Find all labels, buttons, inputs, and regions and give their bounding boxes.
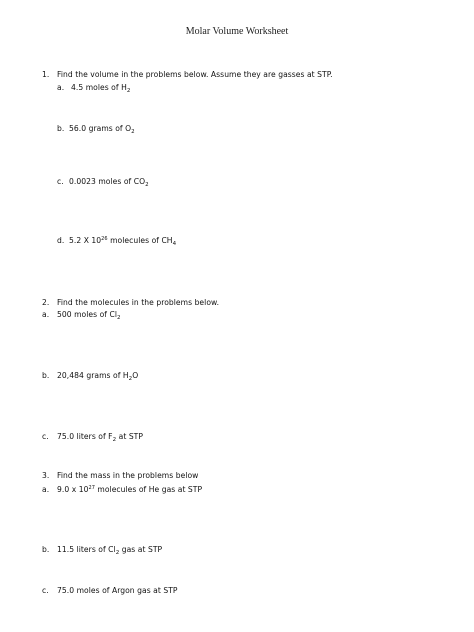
item-label: d. <box>57 236 65 245</box>
item-text: 11.5 liters of $Cl_2$ gas at STP <box>57 545 163 556</box>
section-number: 1. <box>42 70 50 79</box>
section-heading-text: Find the mass in the problems below <box>57 471 199 480</box>
item-label: b. <box>42 545 50 554</box>
item-text: 5.2 X $10^{26}$ molecules of $CH_4$ <box>69 236 177 247</box>
item-label: a. <box>42 485 50 494</box>
item-label: a. <box>57 83 65 92</box>
item-text: 75.0 moles of Argon gas at STP <box>57 586 178 595</box>
item-text: 75.0 liters of $F_2$ at STP <box>57 432 144 443</box>
item-label: b. <box>57 124 65 133</box>
page-title: Molar Volume Worksheet <box>185 26 289 37</box>
item-label: c. <box>42 586 49 595</box>
item-label: b. <box>42 371 50 380</box>
section-number: 2. <box>42 298 50 307</box>
section-number: 3. <box>42 471 50 480</box>
item-text: 9.0 x $10^{27}$ molecules of He gas at STP <box>57 485 203 494</box>
item-text: 4.5 moles of $H_2$ <box>71 83 131 94</box>
section-heading-text: Find the volume in the problems below. Assume they are gasses at STP. <box>57 70 333 79</box>
item-label: c. <box>57 177 64 186</box>
section-heading-text: Find the molecules in the problems below. <box>57 298 220 307</box>
item-text: 20,484 grams of $H_2O$ <box>57 371 139 382</box>
item-text: 0.0023 moles of $CO_2$ <box>69 177 149 188</box>
item-label: c. <box>42 432 49 441</box>
item-label: a. <box>42 310 50 319</box>
item-text: 56.0 grams of $O_2$ <box>69 124 135 135</box>
item-text: 500 moles of $Cl_2$ <box>57 310 121 321</box>
